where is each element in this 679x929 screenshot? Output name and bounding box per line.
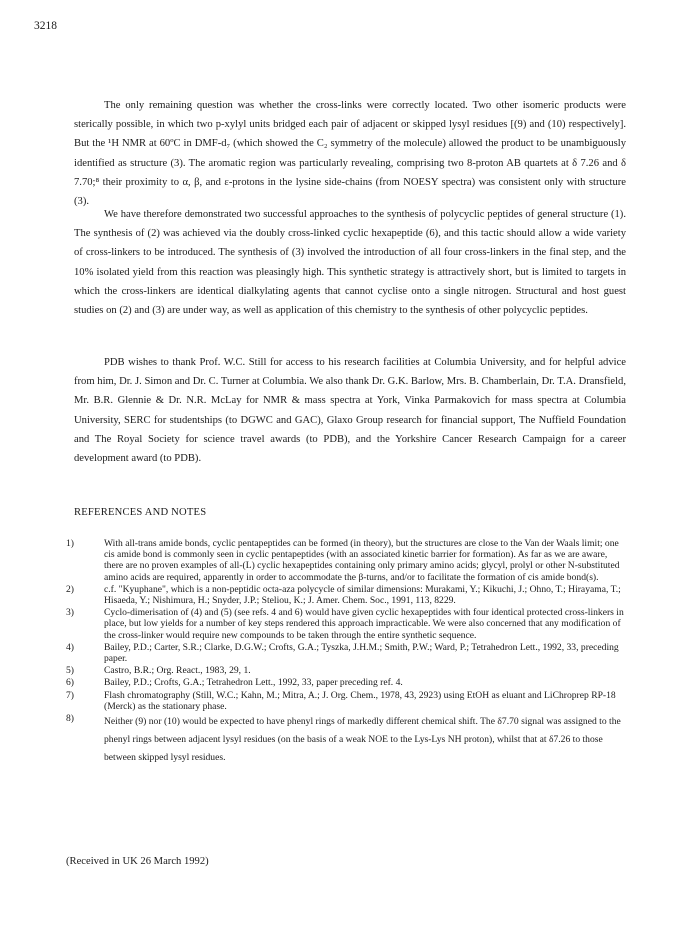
reference-item — [66, 690, 626, 712]
reference-number: 2) — [66, 583, 74, 595]
reference-number: 3) — [66, 607, 74, 619]
paragraph-text: PDB wishes to thank Prof. W.C. Still for access to his research facilities at Columbia University, and for helpful advice from him, Dr. J. Simon and Dr. C. Turner at Columbia. We also thank Dr. G.K. Barlow, Mrs. B. Chamberlain, Dr. T.A. Dransfield, Mr. B.R. Glennie & Dr. N.R. McLay for NMR & mass spectra at York, Vinka Parmakovich for mass spectra at Columbia University, SERC for studentships (to DGWC and GAC), Glaxo Group research for financial support, The Nuffield Foundation and The Royal Society for science travel awards (to PDB), and the Yorkshire Cancer Research Campaign for a career development award (to PDB). — [74, 357, 626, 465]
paragraph-text: The only remaining question was whether the cross-links were correctly located. Two other isomeric products were sterically possible, in which two p-xylyl units bridged each pair of adjacent or skipped lysyl residues [(9) and (10) respectively]. But the ¹H NMR at 60ºC in DMF-d₇ (which showed the C₂ symmetry of the molecule) allowed the product to be unambiguously identified as structure (3). The aromatic region was particularly revealing, comprising two 8-proton AB quartets at δ 7.26 and δ 7.70;⁸ their proximity to α, β, and ε-protons in the lysine side-chains (from NOESY spectra) was consistent only with structure (3). — [74, 100, 626, 208]
reference-item — [66, 677, 626, 688]
reference-text: Flash chromatography (Still, W.C.; Kahn, M.; Mitra, A.; J. Org. Chem., 1978, 43, 2923) using EtOH as eluant and LiChroprep RP-18 (Merck) as the stationary phase. — [104, 689, 616, 712]
acknowledgements-paragraph — [74, 353, 626, 468]
reference-text: Bailey, P.D.; Crofts, G.A.; Tetrahedron Lett., 1992, 33, paper preceding ref. 4. — [104, 677, 403, 689]
reference-number: 1) — [66, 538, 74, 549]
reference-number: 8) — [66, 713, 74, 725]
reference-item — [66, 607, 626, 641]
page-number: 3218 — [34, 20, 57, 32]
reference-number: 6) — [66, 677, 74, 689]
body-paragraph-1 — [74, 96, 626, 211]
reference-item — [66, 538, 626, 583]
reference-text: With all-trans amide bonds, cyclic pentapeptides can be formed (in theory), but the structures are close to the Van der Waals limit; one cis amide bond is commonly seen in cyclic pentapeptides (with an associated kinetic barrier for formation). As far as we are aware, there are no proven examples of all-(L) cyclic hexapeptides containing only primary amino acids; glycyl, prolyl or other N-substituted amino acids are required, apparently in order to accommodate the β-turns, and/or to facilitate the formation of cis amide bond(s). — [104, 538, 620, 583]
reference-text: Neither (9) nor (10) would be expected to have phenyl rings of markedly different chemical shift. The δ7.70 signal was assigned to the phenyl rings between adjacent lysyl residues (on the basis of a weak NOE to the Lys-Lys NH proton), whilst that at δ7.26 to those between skipped lysyl residues. — [104, 716, 621, 764]
body-paragraph-2 — [74, 205, 626, 320]
reference-number: 5) — [66, 665, 74, 677]
reference-text: Cyclo-dimerisation of (4) and (5) (see refs. 4 and 6) would have given cyclic hexapeptides with four identical protected cross-linkers in place, but low yields for a number of key steps rendered this approach impracticable. We were also concerned that any modification of the cross-linker would require new compounds to be taken through the entire synthetic sequence. — [104, 607, 624, 641]
paragraph-text: We have therefore demonstrated two successful approaches to the synthesis of polycyclic peptides of general structure (1). The synthesis of (2) was achieved via the doubly cross-linked cyclic hexapeptide (6), and this tactic should allow a wide variety of cross-linkers to be introduced. The synthesis of (3) involved the introduction of all four cross-linkers in the final step, and the 10% isolated yield from this reaction was pleasingly high. This synthetic strategy is attractively short, but is limited to targets in which the cross-linkers are identical dialkylating agents that cannot cyclise onto a single nitrogen. Structural and host guest studies on (2) and (3) are under way, as well as application of this chemistry to the synthesis of other polycyclic peptides. — [74, 209, 626, 317]
reference-item — [66, 584, 626, 606]
received-date: (Received in UK 26 March 1992) — [66, 856, 209, 867]
reference-number: 4) — [66, 641, 74, 653]
reference-item — [66, 642, 626, 664]
references-heading: REFERENCES AND NOTES — [74, 507, 207, 518]
reference-number: 7) — [66, 689, 74, 701]
reference-text: c.f. "Kyuphane", which is a non-peptidic octa-aza polycycle of similar dimensions: Murakami, Y.; Kikuchi, J.; Ohno, T.; Hirayama, T.; Hisaeda, Y.; Nishimura, H.; Snyder, J.P.; Steliou, K.; J. Amer. Chem. Soc., 1991, 113, 8229. — [104, 583, 621, 607]
references-list — [66, 538, 626, 768]
reference-item — [66, 713, 626, 767]
reference-item — [66, 665, 626, 676]
reference-text: Castro, B.R.; Org. React., 1983, 29, 1. — [104, 665, 251, 677]
reference-text: Bailey, P.D.; Carter, S.R.; Clarke, D.G.W.; Crofts, G.A.; Tyszka, J.H.M.; Smith, P.W.; Ward, P.; Tetrahedron Lett., 1992, 33, preceding paper. — [104, 641, 619, 665]
